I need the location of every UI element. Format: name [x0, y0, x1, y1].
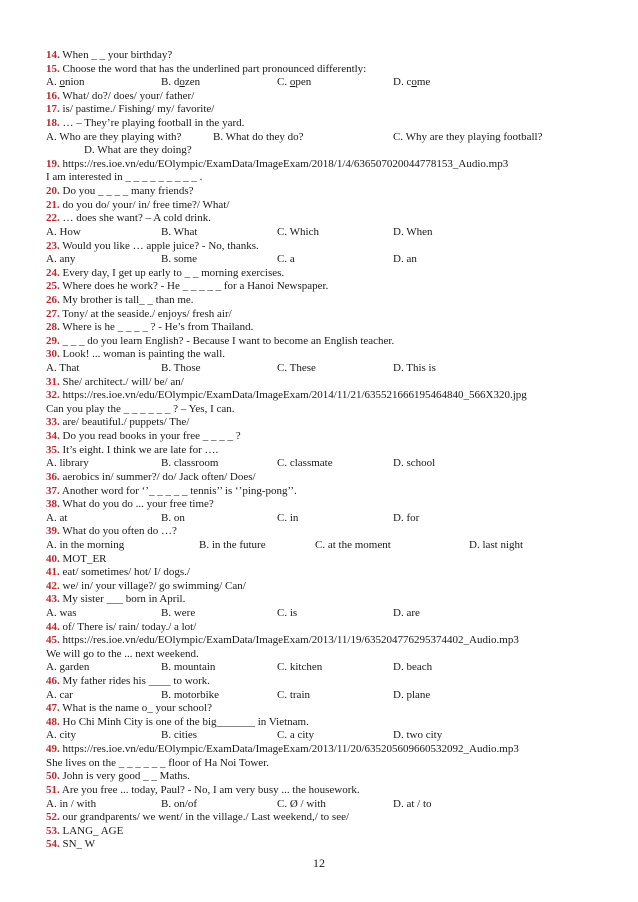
option-text: C. kitchen: [277, 661, 323, 674]
question-line: [46, 811, 606, 825]
question-line: [46, 416, 606, 430]
question-text: What do you often do …?: [59, 525, 177, 538]
question-number: 37.: [46, 484, 60, 497]
question-text: Choose the word that has the underlined part pronounced differently:: [59, 62, 367, 75]
answer-option: [46, 661, 89, 675]
option-text: A. How: [46, 225, 81, 238]
question-line: [46, 444, 606, 458]
question-line: [46, 471, 606, 485]
question-text: Ho Chi Minh City is one of the big_______ in Vietnam.: [59, 715, 309, 728]
option-text: A. was: [46, 606, 77, 619]
answer-option: [161, 226, 197, 240]
question-text: SN_ W: [59, 838, 95, 851]
answer-option: [277, 457, 333, 471]
answer-option: [46, 457, 89, 471]
question-text: https://res.ioe.vn/edu/EOlympic/ExamData/ImageExam/2014/11/21/635521666195464840_566X320.jpg: [59, 389, 527, 402]
page-number: 12: [313, 856, 325, 870]
question-line: [46, 389, 606, 403]
option-text: C. is: [277, 606, 298, 619]
question-line: [46, 485, 606, 499]
question-text: aerobics in/ summer?/ do/ Jack often/ Does/: [59, 470, 256, 483]
question-text: Tony/ at the seaside./ enjoys/ fresh air/: [59, 307, 232, 320]
option-text: D. c: [393, 76, 412, 89]
question-text: … – They’re playing football in the yard.: [59, 117, 245, 130]
question-text: My sister ___ born in April.: [59, 593, 186, 606]
answer-option: [393, 607, 420, 621]
answer-option: [393, 131, 542, 145]
option-text: C.: [277, 76, 290, 89]
question-number: 50.: [46, 770, 60, 783]
question-number: 49.: [46, 743, 60, 756]
option-text: B. Those: [161, 362, 201, 375]
option-text-rest: nion: [64, 76, 85, 89]
answer-option: [161, 689, 219, 703]
question-line: [46, 63, 606, 77]
question-text-line: [46, 757, 606, 771]
question-text-line: [46, 171, 606, 185]
underlined-letter: o: [59, 76, 65, 89]
underlined-letter: o: [411, 76, 417, 89]
option-text: C. These: [277, 362, 316, 375]
question-number: 16.: [46, 89, 60, 102]
question-text: Where is he _ _ _ _ ? - He’s from Thailand.: [59, 321, 254, 334]
answer-option: [393, 661, 432, 675]
option-text: C. Which: [277, 225, 319, 238]
option-text: C. a city: [277, 729, 314, 742]
underlined-letter: o: [179, 76, 185, 89]
answer-option: [277, 689, 310, 703]
answer-options: [46, 798, 606, 812]
question-number: 36.: [46, 470, 60, 483]
option-text: B. What do they do?: [213, 130, 304, 143]
question-line: [46, 49, 606, 63]
answer-option: [161, 661, 215, 675]
question-text: Another word for ‘’_ _ _ _ _ tennis’’ is ‘’ping-pong’’.: [59, 484, 297, 497]
option-text: A. at: [46, 511, 68, 524]
option-text: B. were: [161, 606, 196, 619]
answer-option: [46, 253, 75, 267]
question-text: John is very good _ _ Maths.: [59, 770, 190, 783]
option-text: A. in / with: [46, 797, 97, 810]
question-line: [46, 743, 606, 757]
answer-option: [46, 512, 67, 526]
question-number: 38.: [46, 498, 60, 511]
option-text: D. for: [393, 511, 420, 524]
question-number: 41.: [46, 566, 60, 579]
answer-options: [46, 457, 606, 471]
question-number: 25.: [46, 280, 60, 293]
answer-option: [46, 131, 181, 145]
option-text-rest: pen: [295, 76, 312, 89]
question-line: [46, 280, 606, 294]
question-number: 32.: [46, 389, 60, 402]
option-text: B. d: [161, 76, 180, 89]
option-text: A. any: [46, 253, 76, 266]
answer-option: [393, 76, 430, 90]
question-line: [46, 580, 606, 594]
option-text: A. garden: [46, 661, 90, 674]
question-line: [46, 321, 606, 335]
question-text: is/ pastime./ Fishing/ my/ favorite/: [59, 103, 215, 116]
question-text-line: [46, 144, 606, 158]
answer-option: [277, 362, 316, 376]
question-number: 18.: [46, 117, 60, 130]
question-line: [46, 553, 606, 567]
question-number: 54.: [46, 838, 60, 851]
answer-options: [46, 76, 606, 90]
question-number: 26.: [46, 293, 60, 306]
question-number: 52.: [46, 811, 60, 824]
question-number: 15.: [46, 62, 60, 75]
answer-options: [46, 512, 606, 526]
question-number: 19.: [46, 157, 60, 170]
answer-option: [277, 76, 311, 90]
answer-option: [161, 457, 218, 471]
question-number: 48.: [46, 715, 60, 728]
answer-option: [46, 798, 96, 812]
answer-option: [277, 661, 322, 675]
question-text: Do you read books in your free _ _ _ _ ?: [59, 430, 241, 443]
option-text: D. an: [393, 253, 417, 266]
question-line: [46, 335, 606, 349]
answer-options: [46, 226, 606, 240]
answer-option: [393, 729, 442, 743]
option-text: C. train: [277, 688, 310, 701]
answer-option: [277, 253, 295, 267]
answer-options: [46, 539, 606, 553]
answer-option: [46, 539, 124, 553]
answer-option: [46, 76, 85, 90]
question-line: [46, 825, 606, 839]
option-text: A. library: [46, 457, 89, 470]
question-line: [46, 199, 606, 213]
underlined-letter: o: [289, 76, 296, 89]
question-line: [46, 212, 606, 226]
question-number: 21.: [46, 198, 60, 211]
answer-options: [46, 661, 606, 675]
answer-option: [46, 729, 76, 743]
answer-option: [393, 253, 417, 267]
option-text: B. cities: [161, 729, 198, 742]
question-number: 29.: [46, 334, 60, 347]
answer-options: [46, 362, 606, 376]
question-text: D. What are they doing?: [84, 144, 192, 157]
question-number: 44.: [46, 620, 60, 633]
answer-option: [469, 539, 523, 553]
option-text: C. in: [277, 511, 299, 524]
option-text: C. at the moment: [315, 538, 391, 551]
option-text: B. mountain: [161, 661, 216, 674]
question-number: 17.: [46, 103, 60, 116]
question-number: 33.: [46, 416, 60, 429]
question-number: 27.: [46, 307, 60, 320]
answer-option: [46, 607, 77, 621]
question-text: Are you free ... today, Paul? - No, I am very busy ... the housework.: [59, 783, 360, 796]
question-text: What do you do ... your free time?: [59, 498, 214, 511]
option-text: A.: [46, 76, 60, 89]
question-text: do you do/ your/ in/ free time?/ What/: [59, 198, 230, 211]
answer-option: [161, 729, 197, 743]
question-number: 43.: [46, 593, 60, 606]
question-number: 20.: [46, 185, 60, 198]
question-line: [46, 103, 606, 117]
option-text-rest: me: [416, 76, 431, 89]
option-text: B. on: [161, 511, 185, 524]
question-line: [46, 308, 606, 322]
question-number: 22.: [46, 212, 60, 225]
question-line: [46, 716, 606, 730]
question-line: [46, 498, 606, 512]
option-text: B. some: [161, 253, 198, 266]
question-text: She lives on the _ _ _ _ _ _ floor of Ha Noi Tower.: [46, 756, 269, 769]
answer-options: [46, 131, 606, 145]
answer-option: [46, 362, 79, 376]
option-text: C. classmate: [277, 457, 333, 470]
question-text: Can you play the _ _ _ _ _ _ ? – Yes, I can.: [46, 402, 235, 415]
option-text: D. are: [393, 606, 420, 619]
question-number: 30.: [46, 348, 60, 361]
option-text: C. Ø / with: [277, 797, 326, 810]
question-line: [46, 702, 606, 716]
question-text: https://res.ioe.vn/edu/EOlympic/ExamData/ImageExam/2013/11/20/635205609660532092_Audio.mp3: [59, 743, 519, 756]
answer-option: [277, 512, 298, 526]
question-number: 40.: [46, 552, 60, 565]
answer-option: [161, 76, 200, 90]
question-number: 24.: [46, 266, 60, 279]
question-line: [46, 240, 606, 254]
question-line: [46, 430, 606, 444]
question-text: Would you like … apple juice? - No, thanks.: [59, 239, 259, 252]
question-line: [46, 376, 606, 390]
question-number: 42.: [46, 579, 60, 592]
answer-option: [199, 539, 266, 553]
question-number: 47.: [46, 702, 60, 715]
question-text: My brother is tall_ _ than me.: [59, 293, 194, 306]
question-text: eat/ sometimes/ hot/ I/ dogs./: [59, 566, 190, 579]
question-number: 34.: [46, 430, 60, 443]
question-line: [46, 525, 606, 539]
question-line: [46, 634, 606, 648]
question-line: [46, 784, 606, 798]
option-text: D. plane: [393, 688, 431, 701]
question-line: [46, 185, 606, 199]
answer-option: [46, 226, 81, 240]
question-text: https://res.ioe.vn/edu/EOlympic/ExamData/ImageExam/2018/1/4/636507020044778153_Audio.mp3: [59, 157, 509, 170]
answer-option: [213, 131, 304, 145]
question-line: [46, 675, 606, 689]
question-number: 53.: [46, 824, 60, 837]
answer-option: [161, 253, 197, 267]
question-number: 45.: [46, 634, 60, 647]
option-text: B. motorbike: [161, 688, 220, 701]
option-text: C. Why are they playing football?: [393, 130, 543, 143]
answer-option: [393, 512, 419, 526]
answer-option: [161, 798, 197, 812]
option-text: D. last night: [469, 538, 524, 551]
question-number: 35.: [46, 443, 60, 456]
option-text: D. school: [393, 457, 436, 470]
question-line: [46, 621, 606, 635]
option-text: A. city: [46, 729, 76, 742]
answer-option: [393, 362, 436, 376]
question-line: [46, 348, 606, 362]
answer-options: [46, 253, 606, 267]
option-text: A. Who are they playing with?: [46, 130, 182, 143]
question-line: [46, 770, 606, 784]
answer-options: [46, 729, 606, 743]
question-text: https://res.ioe.vn/edu/EOlympic/ExamData/ImageExam/2013/11/19/635204776295374402_Audio.mp3: [59, 634, 519, 647]
option-text: D. When: [393, 225, 433, 238]
question-number: 14.: [46, 49, 60, 61]
answer-option: [277, 798, 326, 812]
answer-option: [393, 457, 435, 471]
question-text: Where does he work? - He _ _ _ _ _ for a Hanoi Newspaper.: [59, 280, 329, 293]
option-text: B. What: [161, 225, 198, 238]
answer-option: [277, 729, 314, 743]
question-text: My father rides his ____ to work.: [59, 675, 211, 688]
question-text: Look! ... woman is painting the wall.: [59, 348, 226, 361]
question-text: LANG_ AGE: [59, 824, 124, 837]
question-line: [46, 267, 606, 281]
question-text-line: [46, 403, 606, 417]
question-number: 28.: [46, 321, 60, 334]
question-text: _ _ _ do you learn English? - Because I want to become an English teacher.: [59, 334, 395, 347]
option-text: A. That: [46, 362, 80, 375]
answer-option: [277, 607, 297, 621]
question-number: 46.: [46, 675, 60, 688]
question-line: [46, 593, 606, 607]
answer-option: [161, 512, 185, 526]
question-text: Do you _ _ _ _ many friends?: [59, 185, 194, 198]
answer-option: [315, 539, 391, 553]
question-text: our grandparents/ we went/ in the village./ Last weekend,/ to see/: [59, 811, 350, 824]
option-text-rest: zen: [184, 76, 201, 89]
question-text: When _ _ your birthday?: [59, 49, 173, 61]
answer-option: [46, 689, 73, 703]
question-text: I am interested in _ _ _ _ _ _ _ _ _ .: [46, 171, 203, 184]
option-text: A. car: [46, 688, 73, 701]
question-number: 51.: [46, 783, 60, 796]
option-text: B. classroom: [161, 457, 219, 470]
question-text: Every day, I get up early to _ _ morning exercises.: [59, 266, 285, 279]
question-number: 23.: [46, 239, 60, 252]
question-number: 31.: [46, 375, 60, 388]
question-text: are/ beautiful./ puppets/ The/: [59, 416, 190, 429]
question-text: We will go to the ... next weekend.: [46, 647, 199, 660]
question-line: [46, 294, 606, 308]
question-line: [46, 117, 606, 131]
answer-option: [393, 226, 433, 240]
option-text: D. at / to: [393, 797, 432, 810]
option-text: D. This is: [393, 362, 436, 375]
option-text: B. in the future: [199, 538, 266, 551]
answer-option: [161, 362, 201, 376]
option-text: C. a: [277, 253, 295, 266]
question-line: [46, 566, 606, 580]
option-text: A. in the morning: [46, 538, 125, 551]
question-text: It’s eight. I think we are late for ….: [59, 443, 219, 456]
question-text: MOT_ER: [59, 552, 107, 565]
answer-options: [46, 607, 606, 621]
question-text: She/ architect./ will/ be/ an/: [59, 375, 184, 388]
answer-options: [46, 689, 606, 703]
question-text: What/ do?/ does/ your/ father/: [59, 89, 195, 102]
question-line: [46, 158, 606, 172]
answer-option: [277, 226, 319, 240]
question-text: … does she want? – A cold drink.: [59, 212, 211, 225]
question-text: What is the name o_ your school?: [59, 702, 212, 715]
question-line: [46, 90, 606, 104]
question-text-line: [46, 648, 606, 662]
option-text: B. on/of: [161, 797, 198, 810]
answer-option: [393, 798, 432, 812]
answer-option: [393, 689, 430, 703]
question-text: we/ in/ your village?/ go swimming/ Can/: [59, 579, 246, 592]
option-text: D. beach: [393, 661, 433, 674]
question-line: [46, 838, 606, 852]
exercise-list: [46, 49, 606, 852]
answer-option: [161, 607, 195, 621]
question-number: 39.: [46, 525, 60, 538]
option-text: D. two city: [393, 729, 443, 742]
question-text: of/ There is/ rain/ today./ a lot/: [59, 620, 197, 633]
